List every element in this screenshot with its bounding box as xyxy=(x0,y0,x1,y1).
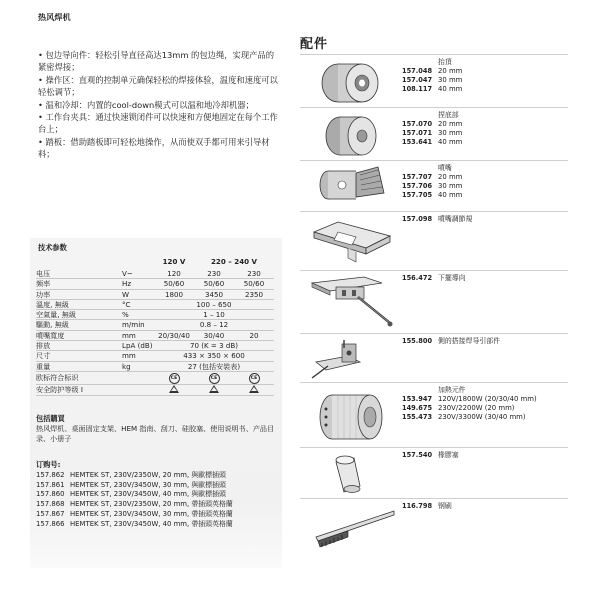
accessory-desc: 120V/1800W (20/30/40 mm) xyxy=(438,394,537,403)
wire-brush-icon xyxy=(308,501,396,551)
accessory-desc: 40 mm xyxy=(438,190,463,199)
spec-row-weight xyxy=(36,361,274,371)
ce-mark-icon: CE xyxy=(169,373,180,384)
spec-row-voltage xyxy=(36,269,274,279)
accessory-code: 155.800 xyxy=(402,337,433,345)
spec-unit: °C xyxy=(122,299,154,309)
included-title: 包括購買 xyxy=(36,414,65,423)
accessory-desc: 30 mm xyxy=(438,128,463,137)
spec-row-dimensions xyxy=(36,351,274,361)
spec-label: 排放 xyxy=(36,341,122,351)
order-desc: HEMTEK ST, 230V/3450W, 40 mm, 帶插頭英格蘭 xyxy=(70,519,233,528)
spec-value: 230 xyxy=(234,269,274,279)
spec-unit: LpA (dB) xyxy=(122,341,153,351)
spec-value: 20/30/40 xyxy=(154,330,194,340)
spec-label: 重量 xyxy=(36,361,122,371)
accessory-desc: 噴嘴調節規 xyxy=(438,215,473,223)
accessory-code: 108.117 xyxy=(402,84,433,93)
spec-value: 0.8 – 12 xyxy=(154,320,274,330)
spec-row-temperature xyxy=(36,299,274,309)
bottom-guide-icon xyxy=(308,273,396,331)
spec-label: 噴嘴寬度 xyxy=(36,330,122,340)
accessory-desc: 230V/3300W (30/40 mm) xyxy=(438,412,526,421)
order-item xyxy=(36,500,276,510)
spec-head-230v: 220 – 240 V xyxy=(210,257,258,267)
order-item xyxy=(36,471,276,481)
spec-unit: % xyxy=(122,310,154,320)
accessory-desc: 40 mm xyxy=(438,84,463,93)
spec-row-drive xyxy=(36,320,274,330)
accessory-code: 156.472 xyxy=(402,274,433,282)
spec-value: 3450 xyxy=(194,289,234,299)
accessory-code: 157.706 xyxy=(402,181,433,190)
spec-label: 功率 xyxy=(36,289,122,299)
order-code: 157.867 xyxy=(36,509,65,518)
doc-title: 热风焊机 xyxy=(38,13,71,22)
accessory-press-roller xyxy=(300,54,568,107)
accessory-desc: 40 mm xyxy=(438,137,463,146)
spec-label: 驅動, 無級 xyxy=(36,320,122,330)
order-item xyxy=(36,481,276,491)
accessory-desc: 側的搭接焊导引部件 xyxy=(438,337,501,345)
accessory-code: 157.540 xyxy=(402,451,433,459)
feature-item: • 工作台夹具：通过快速锁闭件可以快速和方便地固定在每个工作台上； xyxy=(38,112,278,135)
accessory-desc: 橡膠塞 xyxy=(438,451,459,459)
accessory-code: 157.070 xyxy=(402,119,433,128)
side-guide-icon xyxy=(308,336,396,380)
accessory-code: 149.675 xyxy=(402,403,433,412)
feature-item: • 踏板：借助踏板即可轻松地操作，从而使双手都可用来引导材料； xyxy=(38,136,270,160)
spec-unit: W xyxy=(122,289,154,299)
heating-element-icon xyxy=(308,385,396,445)
spec-label: 尺寸 xyxy=(36,351,122,361)
spec-value: 30/40 xyxy=(194,330,234,340)
order-desc: HEMTEK ST, 230V/3450W, 30 mm, 帶插頭英格蘭 xyxy=(70,509,233,518)
spec-value: 70 (K = 3 dB) xyxy=(154,341,274,351)
order-desc: HEMTEK ST, 230V/2350W, 20 mm, 與歐標插頭 xyxy=(70,471,226,479)
accessory-code: 116.798 xyxy=(402,502,433,510)
order-item xyxy=(36,520,276,530)
spec-row-airflow xyxy=(36,310,274,320)
spec-label: 欧标符合标识 xyxy=(36,371,154,384)
spec-row-nozzle-width xyxy=(36,330,274,340)
spec-value: 100 – 650 xyxy=(154,299,274,309)
accessory-code: 157.071 xyxy=(402,128,433,137)
spec-label: 空氣量, 無級 xyxy=(36,310,122,320)
spec-value: 50/60 xyxy=(234,279,274,289)
accessories-title: 配件 xyxy=(300,37,329,52)
spec-row-emission xyxy=(36,341,274,351)
accessory-desc: 钢刷 xyxy=(438,502,452,510)
ce-mark-icon: CE xyxy=(209,373,220,384)
accessory-desc: 230V/2200W (20 mm) xyxy=(438,403,515,412)
spec-table xyxy=(36,255,274,396)
spec-title: 技术参数 xyxy=(38,243,67,252)
accessory-desc: 30 mm xyxy=(438,75,463,84)
spec-label: 频率 xyxy=(36,279,122,289)
accessory-desc: 下擺導向 xyxy=(438,274,466,282)
spec-value: 230 xyxy=(194,269,234,279)
rubber-plug-icon xyxy=(308,450,396,496)
accessory-code: 157.707 xyxy=(402,172,433,181)
press-roller-icon xyxy=(308,57,396,105)
spec-value: 2350 xyxy=(234,289,274,299)
nozzle-icon xyxy=(308,163,396,209)
order-code: 157.861 xyxy=(36,480,65,489)
accessory-side-guide xyxy=(300,333,568,382)
spec-value: 20 xyxy=(234,330,274,340)
order-desc: HEMTEK ST, 230V/3450W, 30 mm, 與歐標插頭 xyxy=(70,480,226,489)
safety-class-icon xyxy=(169,385,179,393)
feature-list xyxy=(38,49,278,161)
order-list xyxy=(36,471,276,529)
accessory-roller xyxy=(300,107,568,160)
accessory-title: 抬頂 xyxy=(438,58,452,66)
spec-label: 溫度, 無級 xyxy=(36,299,122,309)
order-code: 157.862 xyxy=(36,471,65,479)
order-desc: HEMTEK ST, 230V/3450W, 40 mm, 與歐標插頭 xyxy=(70,490,226,499)
order-desc: HEMTEK ST, 230V/2350W, 20 mm, 帶插頭英格蘭 xyxy=(70,500,233,509)
accessory-nozzle-gauge xyxy=(300,211,568,270)
spec-value: 120 xyxy=(154,269,194,279)
spec-unit: m/min xyxy=(122,320,154,330)
order-code: 157.868 xyxy=(36,500,65,509)
accessory-desc: 20 mm xyxy=(438,119,463,128)
included-text: 热风焊机、桌面固定支架、HEM 指南、刮刀、硅胶塞、使用说明书、产品目录、小册子 xyxy=(36,424,275,443)
spec-unit: V~ xyxy=(122,269,154,279)
feature-item: • 操作区：直观的控制单元确保轻松的焊接体验，温度和速度可以轻松调节； xyxy=(38,74,278,98)
spec-value: 1 – 10 xyxy=(154,310,274,320)
safety-class-icon xyxy=(249,385,259,393)
spec-header-row xyxy=(36,255,274,269)
order-item xyxy=(36,490,276,500)
ce-mark-icon: CE xyxy=(249,373,260,384)
accessory-bottom-guide xyxy=(300,270,568,333)
accessory-heating-element xyxy=(300,382,568,447)
accessory-title: 捏底部 xyxy=(438,111,459,119)
spec-value: 50/60 xyxy=(154,279,194,289)
spec-value: 433 × 350 × 600 xyxy=(154,351,274,361)
spec-label: 安全防护等级 I xyxy=(36,384,154,395)
accessory-wire-brush xyxy=(300,498,568,553)
spec-unit: kg xyxy=(122,361,154,371)
accessory-code: 157.048 xyxy=(402,66,433,75)
accessory-desc: 30 mm xyxy=(438,181,463,190)
accessory-title: 噴嘴 xyxy=(438,164,452,172)
nozzle-gauge-icon xyxy=(308,214,396,268)
roller-icon xyxy=(308,110,396,158)
accessory-code: 157.047 xyxy=(402,75,433,84)
spec-unit: Hz xyxy=(122,279,154,289)
accessory-rubber-plug xyxy=(300,447,568,498)
order-title: 订购号: xyxy=(36,460,61,469)
spec-row-safety xyxy=(36,384,274,395)
spec-label: 电压 xyxy=(36,269,122,279)
feature-item: • 包边导向件：轻松引导直径高达13mm 的包边绳，实现产品的紧密焊接； xyxy=(38,50,275,73)
spec-value: 50/60 xyxy=(194,279,234,289)
spec-value: 27 (包括安裝表) xyxy=(154,361,274,371)
accessory-nozzle xyxy=(300,160,568,211)
spec-unit: mm xyxy=(122,351,154,361)
order-code: 157.866 xyxy=(36,519,65,528)
spec-row-power xyxy=(36,289,274,299)
accessory-code: 155.473 xyxy=(402,412,433,421)
spec-row-frequency xyxy=(36,279,274,289)
spec-unit: mm xyxy=(122,330,154,340)
accessory-code: 157.098 xyxy=(402,215,433,223)
accessory-desc: 20 mm xyxy=(438,66,463,75)
spec-head-120v: 120 V xyxy=(162,257,186,267)
accessory-desc: 20 mm xyxy=(438,172,463,181)
spec-value: 1800 xyxy=(154,289,194,299)
order-item xyxy=(36,510,276,520)
safety-class-icon xyxy=(209,385,219,393)
accessory-list xyxy=(300,54,568,553)
order-code: 157.860 xyxy=(36,490,65,499)
accessory-code: 153.641 xyxy=(402,137,433,146)
accessory-code: 157.705 xyxy=(402,190,433,199)
spec-row-conformity xyxy=(36,371,274,384)
accessory-code: 153.947 xyxy=(402,394,433,403)
left-column xyxy=(38,12,278,161)
accessory-title: 加熱元件 xyxy=(438,386,466,394)
feature-item: • 温和冷却：内置的cool-down模式可以温和地冷却机器； xyxy=(38,99,254,110)
